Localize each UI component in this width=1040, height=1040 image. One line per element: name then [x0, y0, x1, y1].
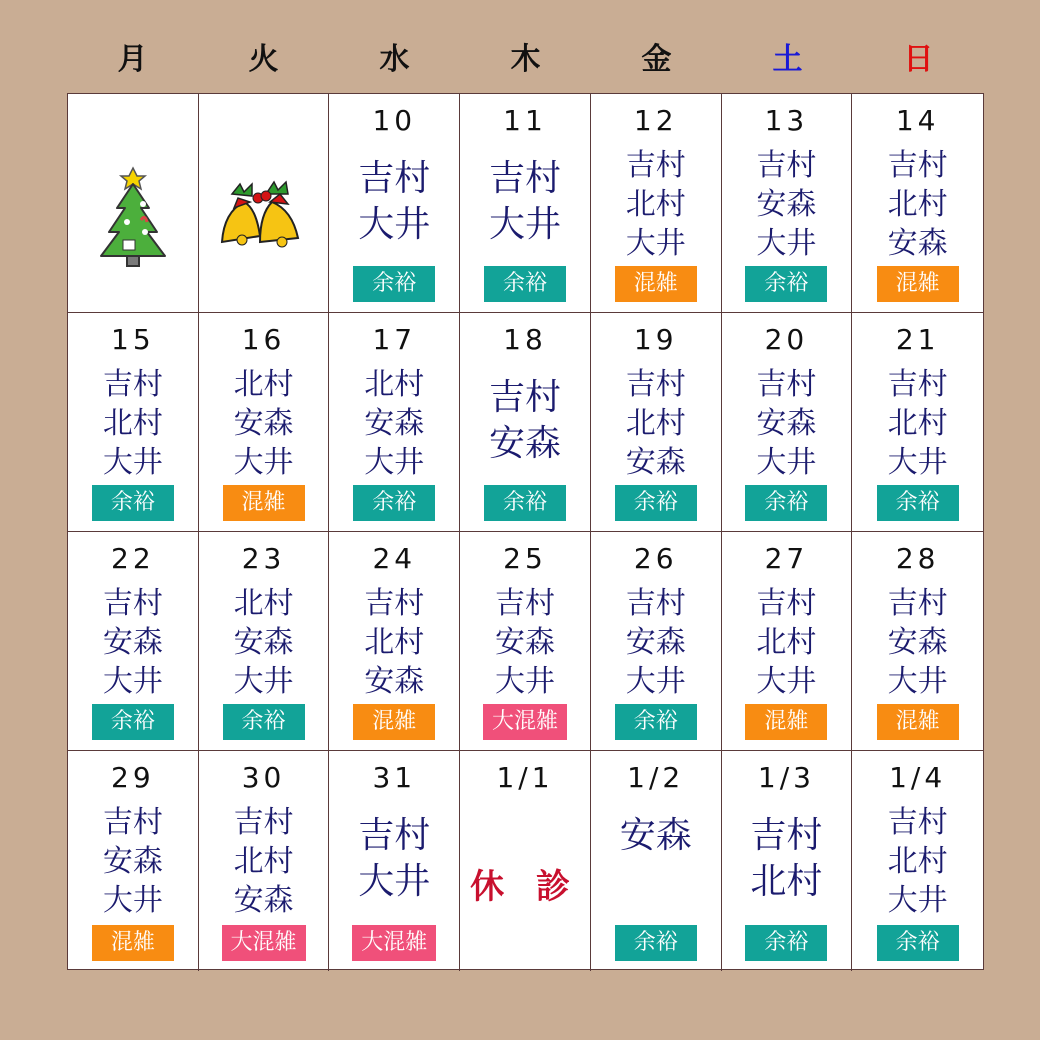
staff-name: 吉村 [102, 367, 163, 402]
staff-names [329, 156, 459, 248]
calendar-cell [591, 751, 722, 971]
calendar-cell [68, 751, 199, 971]
status-badge: 余裕 [484, 266, 566, 302]
staff-name: 安森 [887, 625, 948, 660]
calendar-cell [68, 94, 199, 313]
staff-name: 吉村 [625, 586, 686, 621]
staff-name: 吉村 [494, 586, 555, 621]
staff-name: 大井 [102, 883, 163, 918]
staff-name: 大井 [494, 664, 555, 699]
christmas-tree-icon [68, 160, 198, 274]
staff-name: 大井 [233, 445, 294, 480]
calendar-cell [199, 532, 330, 751]
date-label: 20 [764, 323, 809, 356]
staff-name: 大井 [756, 445, 817, 480]
staff-names [68, 803, 198, 920]
staff-name: 吉村 [750, 815, 823, 856]
staff-name: 吉村 [887, 148, 948, 183]
staff-names [329, 584, 459, 701]
status-badge: 大混雑 [352, 925, 436, 961]
weekday-wed: 水 [379, 42, 410, 77]
staff-names [199, 584, 329, 701]
staff-names [591, 813, 721, 859]
staff-name: 安森 [364, 406, 425, 441]
staff-name: 安森 [887, 226, 948, 261]
calendar-cell [852, 751, 983, 971]
status-badge: 余裕 [877, 485, 959, 521]
calendar-cell [852, 313, 983, 532]
calendar-cell [852, 532, 983, 751]
calendar-cell [852, 94, 983, 313]
staff-name: 吉村 [358, 815, 431, 856]
staff-names [329, 813, 459, 905]
date-label: 24 [372, 542, 417, 575]
date-label: 1/4 [889, 761, 947, 794]
staff-names [68, 365, 198, 482]
staff-names [722, 146, 852, 263]
calendar-cell [591, 94, 722, 313]
staff-name: 北村 [102, 406, 163, 441]
calendar-cell [329, 751, 460, 971]
calendar-cell [329, 313, 460, 532]
staff-names [329, 365, 459, 482]
staff-name: 北村 [625, 406, 686, 441]
calendar-grid [67, 93, 984, 970]
staff-name: 安森 [102, 844, 163, 879]
status-badge: 混雑 [745, 704, 827, 740]
staff-name: 大井 [887, 664, 948, 699]
date-label: 1/2 [627, 761, 685, 794]
date-label: 12 [633, 104, 678, 137]
staff-name: 吉村 [233, 805, 294, 840]
date-label: 16 [241, 323, 286, 356]
staff-names [591, 584, 721, 701]
staff-name: 安森 [233, 625, 294, 660]
staff-name: 北村 [887, 406, 948, 441]
staff-name: 安森 [625, 625, 686, 660]
staff-name: 吉村 [756, 367, 817, 402]
date-label: 23 [241, 542, 286, 575]
status-badge: 混雑 [877, 704, 959, 740]
status-badge: 余裕 [92, 485, 174, 521]
staff-name: 吉村 [488, 377, 561, 418]
status-badge: 余裕 [615, 925, 697, 961]
staff-name: 北村 [364, 625, 425, 660]
calendar-cell [460, 94, 591, 313]
staff-names [852, 365, 983, 482]
staff-names [852, 803, 983, 920]
calendar-cell [68, 532, 199, 751]
staff-names [722, 813, 852, 905]
date-label: 15 [111, 323, 155, 356]
status-badge: 大混雑 [222, 925, 306, 961]
staff-name: 吉村 [756, 586, 817, 621]
staff-names [591, 365, 721, 482]
staff-name: 大井 [488, 204, 561, 245]
weekday-mon: 月 [117, 42, 148, 77]
calendar-cell [722, 313, 853, 532]
date-label: 28 [895, 542, 940, 575]
staff-name: 安森 [494, 625, 555, 660]
calendar-cell [329, 532, 460, 751]
staff-name: 大井 [756, 664, 817, 699]
date-label: 18 [503, 323, 547, 356]
date-label: 26 [633, 542, 678, 575]
staff-name: 北村 [233, 367, 294, 402]
staff-name: 大井 [364, 445, 425, 480]
staff-names [199, 365, 329, 482]
status-badge: 混雑 [877, 266, 959, 302]
staff-name: 大井 [358, 204, 431, 245]
date-label: 1/3 [757, 761, 815, 794]
weekday-header [67, 36, 984, 84]
staff-names [852, 146, 983, 263]
staff-name: 安森 [102, 625, 163, 660]
weekday-sat: 土 [772, 42, 803, 77]
status-badge: 余裕 [484, 485, 566, 521]
staff-name: 北村 [887, 187, 948, 222]
staff-names [591, 146, 721, 263]
staff-names [199, 803, 329, 920]
calendar-cell [199, 751, 330, 971]
staff-name: 北村 [756, 625, 817, 660]
staff-name: 安森 [488, 423, 561, 464]
staff-names [460, 156, 590, 248]
calendar-cell [460, 751, 591, 971]
staff-name: 吉村 [887, 367, 948, 402]
calendar-cell [199, 313, 330, 532]
status-badge: 混雑 [223, 485, 305, 521]
staff-names [460, 584, 590, 701]
staff-name: 大井 [233, 664, 294, 699]
staff-name: 大井 [102, 664, 163, 699]
date-label: 11 [503, 104, 547, 137]
calendar-cell [460, 532, 591, 751]
staff-name: 大井 [625, 226, 686, 261]
staff-name: 吉村 [364, 586, 425, 621]
staff-names [68, 584, 198, 701]
staff-name: 吉村 [625, 148, 686, 183]
staff-name: 北村 [887, 844, 948, 879]
calendar-cell [722, 94, 853, 313]
staff-name: 安森 [625, 445, 686, 480]
date-label: 31 [372, 761, 417, 794]
date-label: 14 [895, 104, 940, 137]
staff-name: 吉村 [887, 586, 948, 621]
weekday-thu: 木 [510, 42, 541, 77]
calendar-cell [460, 313, 591, 532]
status-badge: 余裕 [745, 925, 827, 961]
status-badge: 余裕 [745, 266, 827, 302]
staff-name: 安森 [756, 187, 817, 222]
staff-name: 北村 [625, 187, 686, 222]
date-label: 30 [241, 761, 286, 794]
calendar-cell [591, 532, 722, 751]
staff-name: 吉村 [358, 158, 431, 199]
staff-name: 吉村 [488, 158, 561, 199]
staff-name: 大井 [102, 445, 163, 480]
date-label: 13 [764, 104, 809, 137]
status-badge: 余裕 [877, 925, 959, 961]
calendar-cell [722, 532, 853, 751]
staff-name: 安森 [756, 406, 817, 441]
staff-name: 吉村 [887, 805, 948, 840]
date-label: 17 [372, 323, 417, 356]
staff-name: 吉村 [625, 367, 686, 402]
staff-name: 吉村 [756, 148, 817, 183]
staff-name: 北村 [750, 861, 823, 902]
calendar-cell [68, 313, 199, 532]
staff-name: 大井 [756, 226, 817, 261]
date-label: 1/1 [496, 761, 554, 794]
closed-label: 休 診 [470, 867, 580, 907]
calendar-cell [591, 313, 722, 532]
status-badge: 混雑 [615, 266, 697, 302]
staff-name: 北村 [364, 367, 425, 402]
staff-name: 安森 [233, 883, 294, 918]
status-badge: 大混雑 [483, 704, 567, 740]
staff-names [460, 375, 590, 467]
staff-names [722, 365, 852, 482]
staff-name: 吉村 [102, 805, 163, 840]
weekday-sun: 日 [903, 42, 934, 77]
status-badge: 余裕 [615, 704, 697, 740]
status-badge: 混雑 [92, 925, 174, 961]
staff-name: 北村 [233, 844, 294, 879]
date-label: 27 [764, 542, 809, 575]
date-label: 29 [111, 761, 155, 794]
calendar-cell [199, 94, 330, 313]
status-badge: 余裕 [92, 704, 174, 740]
weekday-fri: 金 [641, 42, 672, 77]
staff-name: 大井 [887, 883, 948, 918]
status-badge: 余裕 [745, 485, 827, 521]
calendar-cell [722, 751, 853, 971]
status-badge: 余裕 [353, 485, 435, 521]
staff-name: 大井 [358, 861, 431, 902]
date-label: 10 [372, 104, 417, 137]
staff-name: 安森 [619, 815, 692, 856]
staff-names [852, 584, 983, 701]
status-badge: 余裕 [615, 485, 697, 521]
date-label: 25 [503, 542, 547, 575]
staff-name: 安森 [364, 664, 425, 699]
date-label: 21 [895, 323, 940, 356]
staff-name: 北村 [233, 586, 294, 621]
calendar-cell [329, 94, 460, 313]
staff-names [722, 584, 852, 701]
weekday-tue: 火 [248, 42, 279, 77]
staff-name: 大井 [887, 445, 948, 480]
staff-name: 吉村 [102, 586, 163, 621]
status-badge: 余裕 [223, 704, 305, 740]
date-label: 19 [633, 323, 678, 356]
status-badge: 混雑 [353, 704, 435, 740]
status-badge: 余裕 [353, 266, 435, 302]
date-label: 22 [111, 542, 155, 575]
staff-name: 大井 [625, 664, 686, 699]
christmas-bells-icon [199, 172, 329, 266]
staff-name: 安森 [233, 406, 294, 441]
